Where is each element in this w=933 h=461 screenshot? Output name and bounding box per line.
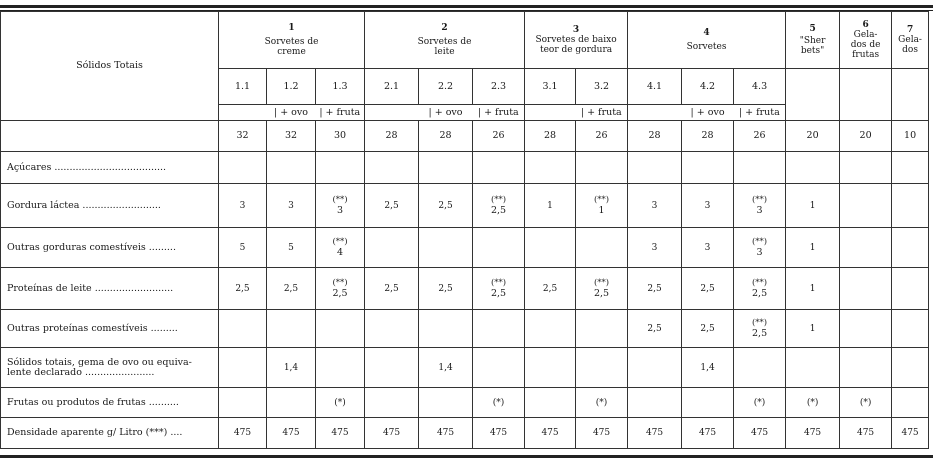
total-cell: 28	[628, 121, 682, 152]
top-rule	[0, 5, 933, 8]
table-cell	[316, 228, 365, 268]
total-cell: 26	[473, 121, 525, 152]
table-cell	[628, 388, 682, 418]
table-cell	[576, 184, 628, 228]
subcol-1-1: 1.1	[219, 69, 267, 105]
table-cell	[734, 268, 786, 310]
total-cell: 20	[786, 121, 840, 152]
total-cell: 20	[840, 121, 892, 152]
row-label: Outras gorduras comestíveis .........	[1, 228, 219, 268]
table-cell	[419, 310, 473, 348]
addition-2-1	[365, 105, 419, 121]
table-cell	[734, 348, 786, 388]
group-header-row	[1, 12, 929, 69]
cell-value: 1	[598, 204, 605, 216]
table-cell	[219, 388, 267, 418]
table-cell: 475	[628, 418, 682, 449]
table-cell	[576, 268, 628, 310]
table-cell: 3	[682, 228, 734, 268]
table-cell	[419, 152, 473, 184]
total-cell: 30	[316, 121, 365, 152]
addition-1-3: | + fruta	[316, 105, 365, 121]
table-row	[1, 348, 929, 388]
table-cell	[267, 388, 316, 418]
table-cell	[628, 152, 682, 184]
total-cell: 32	[267, 121, 316, 152]
cell-value: 2,5	[752, 287, 768, 299]
table-cell: 1	[786, 184, 840, 228]
table-cell	[840, 348, 892, 388]
table-cell	[365, 348, 419, 388]
addition-4-3: | + fruta	[734, 105, 786, 121]
table-cell	[682, 152, 734, 184]
table-cell: 475	[473, 418, 525, 449]
row-label: Sólidos totais, gema de ovo ou equiva- lente declarado .......................	[1, 348, 219, 388]
table-cell: 475	[267, 418, 316, 449]
table-cell: 475	[525, 418, 576, 449]
addition-1-1	[219, 105, 267, 121]
table-cell	[840, 184, 892, 228]
table-cell	[892, 388, 929, 418]
table-cell	[840, 268, 892, 310]
table-cell: (*)	[734, 388, 786, 418]
total-cell: 28	[365, 121, 419, 152]
table-cell	[219, 310, 267, 348]
addition-3-2: | + fruta	[576, 105, 628, 121]
table-cell: 2,5	[365, 184, 419, 228]
table-cell	[525, 388, 576, 418]
table-cell	[734, 184, 786, 228]
table-cell	[365, 152, 419, 184]
table-cell: (*)	[786, 388, 840, 418]
table-cell: 3	[219, 184, 267, 228]
footnote-mark: (**)	[751, 317, 768, 328]
total-cell: 10	[892, 121, 929, 152]
addition-4-1	[628, 105, 682, 121]
table-cell: 2,5	[628, 268, 682, 310]
table-row	[1, 228, 929, 268]
subcol-4-1: 4.1	[628, 69, 682, 105]
subcol-4-3: 4.3	[734, 69, 786, 105]
table-cell	[316, 152, 365, 184]
table-cell	[419, 388, 473, 418]
composition-table	[0, 11, 929, 449]
subcol-2-1: 2.1	[365, 69, 419, 105]
cell-value: 3	[336, 204, 344, 216]
subcol-3-2: 3.2	[576, 69, 628, 105]
table-cell	[892, 228, 929, 268]
table-row	[1, 184, 929, 228]
table-cell	[576, 228, 628, 268]
table-cell	[365, 388, 419, 418]
table-cell: 475	[316, 418, 365, 449]
totals-row	[1, 121, 929, 152]
total-cell: 26	[576, 121, 628, 152]
table-cell	[365, 310, 419, 348]
totals-label-blank	[1, 121, 219, 152]
table-cell	[840, 228, 892, 268]
table-cell	[682, 388, 734, 418]
footnote-mark: (**)	[751, 236, 768, 247]
total-cell: 26	[734, 121, 786, 152]
table-cell: 1,4	[267, 348, 316, 388]
footnote-mark: (**)	[490, 277, 507, 288]
cell-value: 2,5	[490, 204, 507, 216]
subcol-1-3: 1.3	[316, 69, 365, 105]
table-cell	[892, 268, 929, 310]
table-cell	[892, 184, 929, 228]
table-cell	[219, 152, 267, 184]
table-cell	[267, 310, 316, 348]
footnote-mark: (**)	[593, 194, 610, 205]
table-cell: 475	[419, 418, 473, 449]
table-cell: 475	[892, 418, 929, 449]
cell-value: 2,5	[490, 287, 507, 299]
addition-2-3: | + fruta	[473, 105, 525, 121]
subcol-6-blank	[840, 69, 892, 121]
table-cell	[365, 228, 419, 268]
table-cell	[892, 152, 929, 184]
table-cell: 3	[267, 184, 316, 228]
table-cell: 2,5	[419, 184, 473, 228]
table-cell	[628, 348, 682, 388]
cell-value: 2,5	[593, 287, 610, 299]
table-cell	[734, 228, 786, 268]
table-cell: (*)	[473, 388, 525, 418]
subcol-1-2: 1.2	[267, 69, 316, 105]
row-label-header: Sólidos Totais	[1, 12, 219, 121]
table-cell: 2,5	[628, 310, 682, 348]
row-label: Frutas ou produtos de frutas ..........	[1, 388, 219, 418]
table-cell	[473, 268, 525, 310]
table-cell	[267, 152, 316, 184]
table-cell: 2,5	[365, 268, 419, 310]
subcol-7-blank	[892, 69, 929, 121]
table-cell: 1,4	[682, 348, 734, 388]
bottom-rule	[0, 455, 933, 458]
table-cell	[473, 310, 525, 348]
table-cell: 3	[628, 228, 682, 268]
table-cell: 1,4	[419, 348, 473, 388]
table-cell	[576, 310, 628, 348]
footnote-mark: (**)	[332, 277, 348, 288]
group-6-header: 6 Gela- dos de frutas	[840, 12, 892, 69]
table-row	[1, 418, 929, 449]
table-cell	[525, 228, 576, 268]
table-row	[1, 388, 929, 418]
table-cell: (*)	[576, 388, 628, 418]
footnote-mark: (**)	[332, 236, 348, 247]
table-cell	[419, 228, 473, 268]
addition-2-2: | + ovo	[419, 105, 473, 121]
group-4-header: 4 Sorvetes	[628, 12, 786, 69]
addition-3-1	[525, 105, 576, 121]
table-cell	[473, 348, 525, 388]
addition-4-2: | + ovo	[682, 105, 734, 121]
table-cell	[734, 152, 786, 184]
footnote-mark: (**)	[751, 277, 768, 288]
total-cell: 32	[219, 121, 267, 152]
cell-value: 2,5	[332, 287, 348, 299]
table-cell	[840, 152, 892, 184]
row-label: Densidade aparente g/ Litro (***) ....	[1, 418, 219, 449]
table-cell	[525, 310, 576, 348]
cell-value: 3	[756, 246, 763, 258]
footnote-mark: (**)	[593, 277, 610, 288]
table-cell: 2,5	[219, 268, 267, 310]
table-cell: 3	[682, 184, 734, 228]
table-cell: 2,5	[267, 268, 316, 310]
table-cell	[576, 152, 628, 184]
table-cell	[219, 348, 267, 388]
table-row	[1, 268, 929, 310]
table-cell: 3	[628, 184, 682, 228]
table-cell: 475	[365, 418, 419, 449]
table-row	[1, 310, 929, 348]
footnote-mark: (**)	[332, 194, 348, 205]
table-cell	[473, 228, 525, 268]
cell-value: 3	[756, 204, 763, 216]
cell-value: 2,5	[752, 327, 768, 339]
row-label: Gordura láctea ..........................	[1, 184, 219, 228]
table-cell	[786, 348, 840, 388]
cell-value: 4	[336, 246, 344, 258]
row-label: Outras proteínas comestíveis .........	[1, 310, 219, 348]
addition-1-2: | + ovo	[267, 105, 316, 121]
table-cell: 2,5	[682, 310, 734, 348]
footnote-mark: (**)	[490, 194, 507, 205]
row-label: Açúcares .....................................	[1, 152, 219, 184]
table-cell	[892, 310, 929, 348]
table-cell	[316, 348, 365, 388]
table-cell: 475	[576, 418, 628, 449]
table-cell: 1	[786, 228, 840, 268]
table-cell: (*)	[316, 388, 365, 418]
table-cell	[316, 184, 365, 228]
total-cell: 28	[525, 121, 576, 152]
table-cell	[316, 268, 365, 310]
total-cell: 28	[682, 121, 734, 152]
table-row	[1, 152, 929, 184]
table-cell: 475	[219, 418, 267, 449]
table-cell: 475	[840, 418, 892, 449]
table-cell	[576, 348, 628, 388]
table-cell: 5	[267, 228, 316, 268]
table-cell: 2,5	[525, 268, 576, 310]
row-label: Proteínas de leite ..........................	[1, 268, 219, 310]
table-cell	[473, 152, 525, 184]
table-cell: (*)	[840, 388, 892, 418]
group-5-header: 5 "Sher bets"	[786, 12, 840, 69]
table-cell	[525, 152, 576, 184]
group-3-header: 3 Sorvetes de baixo teor de gordura	[525, 12, 628, 69]
table-cell: 475	[682, 418, 734, 449]
subcol-2-2: 2.2	[419, 69, 473, 105]
table-cell: 475	[786, 418, 840, 449]
table-cell	[316, 310, 365, 348]
subcol-2-3: 2.3	[473, 69, 525, 105]
table-cell	[892, 348, 929, 388]
table-cell: 1	[786, 268, 840, 310]
table-cell	[840, 310, 892, 348]
footnote-mark: (**)	[751, 194, 768, 205]
subcol-4-2: 4.2	[682, 69, 734, 105]
table-cell: 2,5	[682, 268, 734, 310]
total-cell: 28	[419, 121, 473, 152]
subcol-5-blank	[786, 69, 840, 121]
table-cell	[786, 152, 840, 184]
table-cell: 1	[525, 184, 576, 228]
group-2-header: 2 Sorvetes de leite	[365, 12, 525, 69]
table-cell	[473, 184, 525, 228]
table-cell	[734, 310, 786, 348]
subcol-3-1: 3.1	[525, 69, 576, 105]
table-cell: 5	[219, 228, 267, 268]
table-cell	[525, 348, 576, 388]
table-cell: 2,5	[419, 268, 473, 310]
table-cell: 1	[786, 310, 840, 348]
table-cell: 475	[734, 418, 786, 449]
group-1-header: 1 Sorvetes de creme	[219, 12, 365, 69]
group-7-header: 7 Gela- dos	[892, 12, 929, 69]
